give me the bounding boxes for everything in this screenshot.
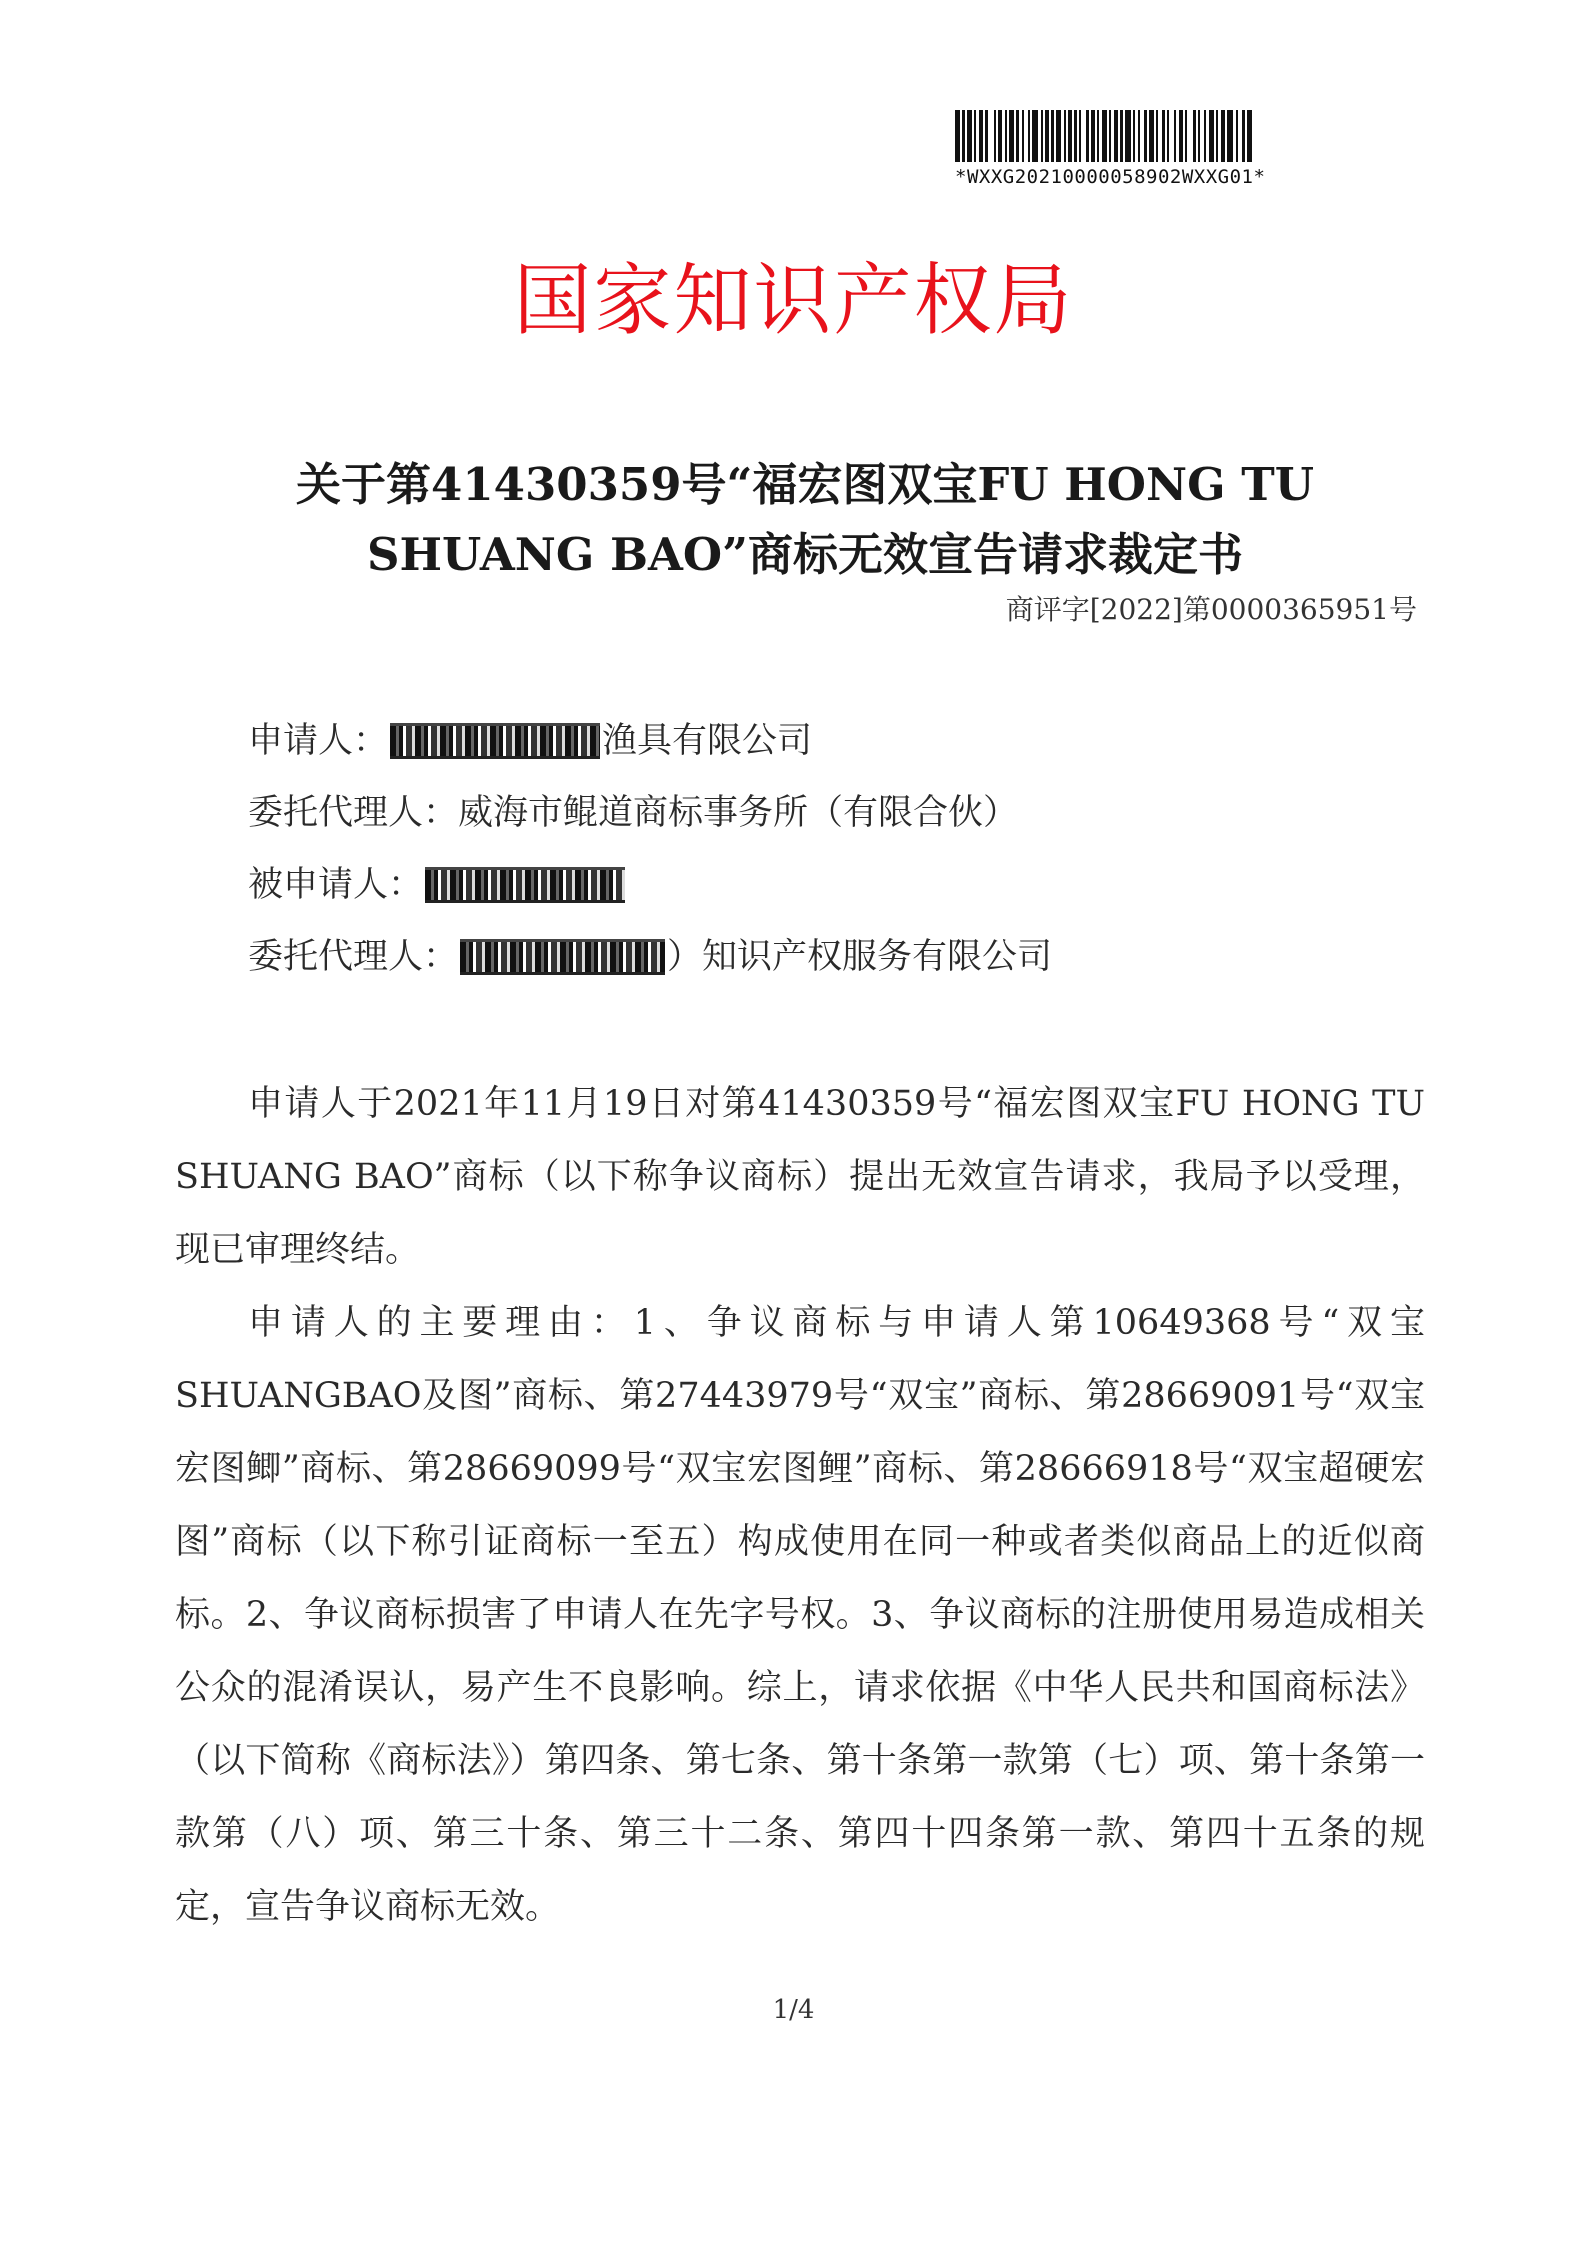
applicant-label: 申请人： <box>248 721 389 761</box>
applicant-agent-value: 威海市鲲道商标事务所（有限合伙） <box>458 793 1019 833</box>
redacted-applicant-name <box>390 723 600 759</box>
document-title-line2: SHUANG BAO”商标无效宣告请求裁定书 <box>366 528 1244 581</box>
respondent-agent-label: 委托代理人： <box>248 937 459 977</box>
document-number: 商评字[2022]第0000365951号 <box>1005 593 1417 626</box>
issuing-authority: 国家知识产权局 <box>513 256 1074 346</box>
body-paragraph-1: 申请人于2021年11月19日对第41430359号“福宏图双宝FU HONG TU SHUANG BAO”商标（以下称争议商标）提出无效宣告请求，我局予以受理，现已审理终结。 <box>175 1084 1425 1270</box>
barcode-text: *WXXG20210000058902WXXG01* <box>955 166 1266 188</box>
applicant-line <box>248 705 1052 777</box>
body-paragraph-2: 申请人的主要理由：1、争议商标与申请人第10649368号“双宝SHUANGBAO及图”商标、第27443979号“双宝”商标、第28669091号“双宝宏图鲫”商标、第28669099号“双宝宏图鲤”商标、第28666918号“双宝超硬宏图”商标（以下称引证商标一至五）构成使用在同一种或者类似商品上的近似商标。2、争议商标损害了申请人在先字号权。3、争议商标的注册使用易造成相关公众的混淆误认，易产生不良影响。综上，请求依据《中华人民共和国商标法》（以下简称《商标法》）第四条、第七条、第十条第一款第（七）项、第十条第一款第（八）项、第三十条、第三十二条、第四十四条第一款、第四十五条的规定，宣告争议商标无效。 <box>175 1303 1425 1927</box>
parties-section <box>248 705 1052 993</box>
applicant-agent-label: 委托代理人： <box>248 793 459 833</box>
page-number: 1/4 <box>772 1995 815 2025</box>
barcode-block <box>955 110 1370 188</box>
applicant-agent-line <box>248 777 1052 849</box>
redacted-respondent-agent-name <box>460 939 665 975</box>
document-title <box>220 450 1390 590</box>
barcode-bars <box>955 110 1370 162</box>
respondent-line <box>248 849 1052 921</box>
document-title-line1: 关于第41430359号“福宏图双宝FU HONG TU <box>296 458 1314 511</box>
barcode-bar <box>1247 110 1252 162</box>
applicant-value: 渔具有限公司 <box>602 721 813 761</box>
respondent-label: 被申请人： <box>248 865 424 905</box>
redacted-respondent-name <box>425 867 625 903</box>
respondent-agent-line <box>248 921 1052 993</box>
decision-body <box>175 1068 1425 1944</box>
respondent-agent-value: ）知识产权服务有限公司 <box>667 937 1053 977</box>
